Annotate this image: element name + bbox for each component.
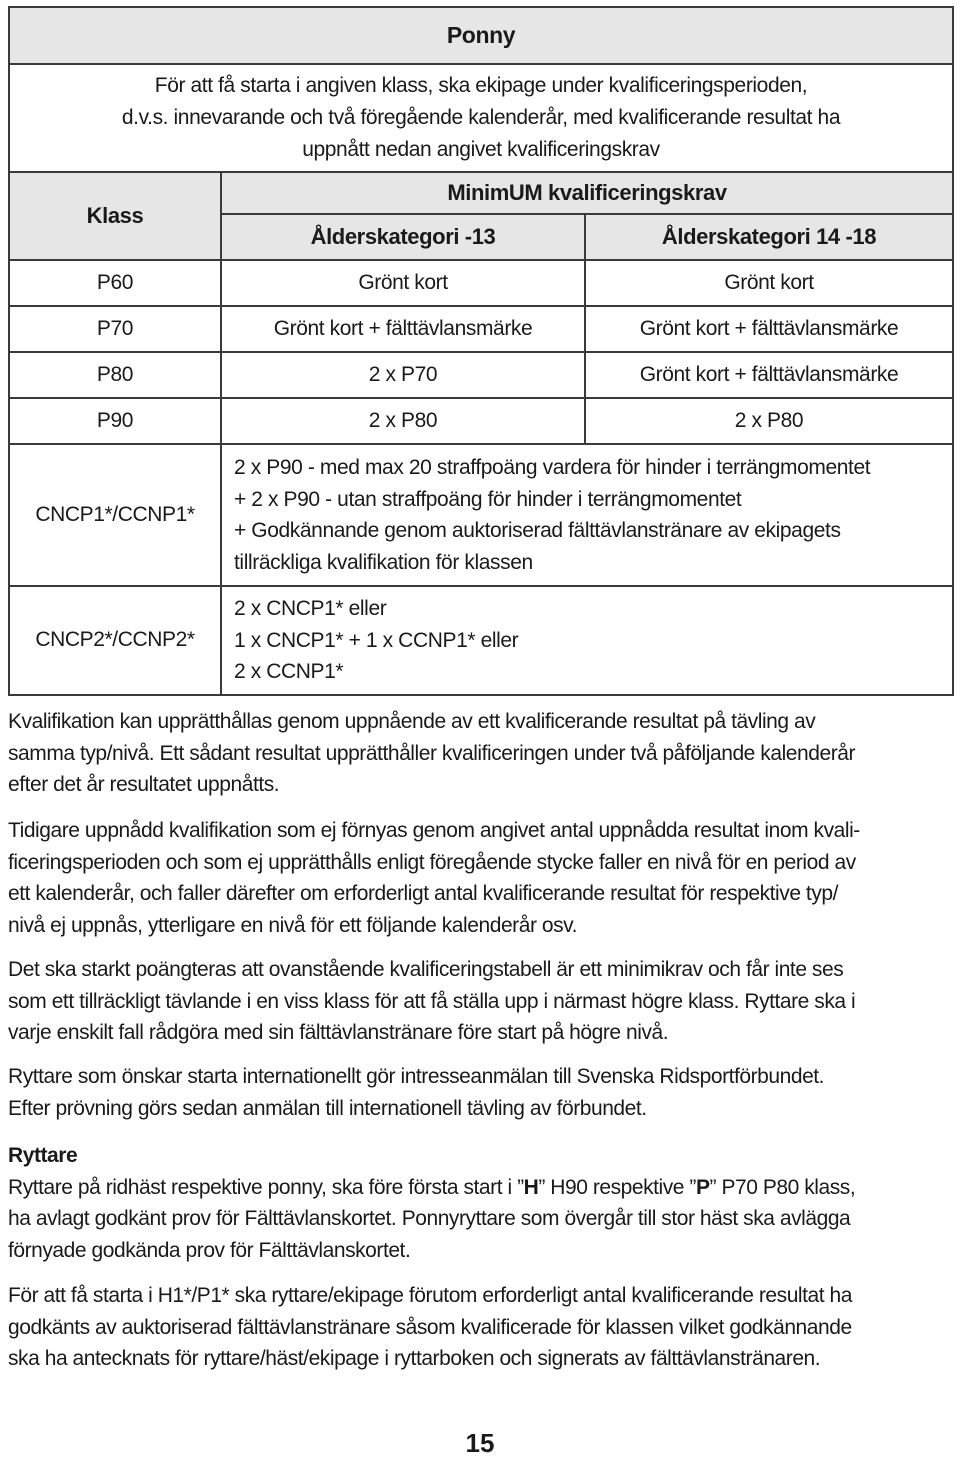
requirement-cell: 2 x P80 xyxy=(585,398,953,444)
requirement-cell: Grönt kort + fälttävlansmärke xyxy=(585,352,953,398)
requirement-line: 2 x CNCP1* eller xyxy=(234,597,387,620)
intro-line: uppnått nedan angivet kvalificeringskrav xyxy=(302,138,660,161)
requirement-line: + 2 x P90 - utan straffpoäng för hinder i terrängmomentet xyxy=(234,487,742,511)
text-line: Efter prövning görs sedan anmälan till internationell tävling av förbundet. xyxy=(8,1096,647,1120)
requirement-cell: Grönt kort + fälttävlansmärke xyxy=(585,306,953,352)
text-line: nivå ej uppnås, ytterligare en nivå för ett följande kalenderår osv. xyxy=(8,913,578,937)
qualification-table xyxy=(8,6,954,696)
paragraph-minimum-requirement xyxy=(8,954,952,1049)
text-line: Ryttare på ridhäst respektive ponny, ska före första start i ”H” H90 respektive ”P” P70 P80 klass, xyxy=(8,1175,856,1199)
klass-cell: CNCP2*/CCNP2* xyxy=(9,586,221,695)
text-line: efter det år resultatet uppnåtts. xyxy=(8,773,280,796)
requirement-line: 1 x CNCP1* + 1 x CCNP1* eller xyxy=(234,628,519,652)
table-row xyxy=(9,260,953,306)
text-line: ficeringsperioden och som ej upprätthålls enligt föregående stycke faller en nivå för en period av xyxy=(8,850,856,874)
text-line: Det ska starkt poängteras att ovanstående kvalificeringstabell är ett minimikrav och får inte ses xyxy=(8,958,844,981)
requirement-cell: Grönt kort + fälttävlansmärke xyxy=(221,306,585,352)
table-row xyxy=(9,352,953,398)
text-line: godkänts av auktoriserad fälttävlanstränare såsom kvalificerade för klassen vilket godkännande xyxy=(8,1315,852,1339)
intro-line: d.v.s. innevarande och två föregående kalenderår, med kvalificerande resultat ha xyxy=(121,106,841,129)
requirement-cell xyxy=(221,444,953,586)
table-title: Ponny xyxy=(9,7,953,64)
text-line: samma typ/nivå. Ett sådant resultat upprätthåller kvalificeringen under två påföljande kalenderår xyxy=(8,741,856,765)
requirement-cell: Grönt kort xyxy=(221,260,585,306)
paragraph-qualification-maintenance xyxy=(8,706,952,801)
table-row xyxy=(9,444,953,586)
minimum-requirements-header: MinimUM kvalificeringskrav xyxy=(221,172,953,214)
requirement-cell: Grönt kort xyxy=(585,260,953,306)
requirement-line: tillräckliga kvalifikation för klassen xyxy=(234,550,533,574)
text-line: För att få starta i H1*/P1* ska ryttare/ekipage förutom erforderligt antal kvalificerande resultat ha xyxy=(8,1284,852,1307)
klass-cell: P90 xyxy=(9,398,221,444)
text-line: förnyade godkända prov för Fälttävlanskortet. xyxy=(8,1238,411,1262)
section-heading-ryttare: Ryttare xyxy=(8,1144,78,1167)
table-intro xyxy=(9,64,953,172)
klass-cell: P60 xyxy=(9,260,221,306)
text-line: Tidigare uppnådd kvalifikation som ej förnyas genom angivet antal uppnådda resultat inom kvali- xyxy=(8,819,860,842)
intro-line: För att få starta i angiven klass, ska ekipage under kvalificeringsperioden, xyxy=(154,74,808,97)
requirement-cell: 2 x P80 xyxy=(221,398,585,444)
text-line: Ryttare som önskar starta internationellt gör intresseanmälan till Svenska Ridsportförbundet. xyxy=(8,1065,825,1088)
requirement-cell: 2 x P70 xyxy=(221,352,585,398)
text-line: Kvalifikation kan upprätthållas genom uppnående av ett kvalificerande resultat på tävling av xyxy=(8,710,816,733)
table-row xyxy=(9,586,953,695)
text-line: som ett tillräckligt tävlande i en viss klass för att få ställa upp i närmast högre klass. Ryttare ska i xyxy=(8,989,856,1013)
table-row xyxy=(9,306,953,352)
text-line: ska ha antecknats för ryttare/häst/ekipage i ryttarboken och signerats av fälttävlanstränaren. xyxy=(8,1347,821,1370)
requirement-line: 2 x P90 - med max 20 straffpoäng vardera för hinder i terrängmomentet xyxy=(234,456,871,479)
paragraph-international xyxy=(8,1061,952,1124)
klass-cell: P70 xyxy=(9,306,221,352)
paragraph-qualification-loss xyxy=(8,815,952,941)
klass-cell: P80 xyxy=(9,352,221,398)
text-line: ett kalenderår, och faller därefter om erforderligt antal kvalificerande resultat för respektive typ/ xyxy=(8,882,838,905)
klass-header: Klass xyxy=(9,172,221,260)
requirement-cell xyxy=(221,586,953,695)
klass-cell: CNCP1*/CCNP1* xyxy=(9,444,221,586)
text-line: varje enskilt fall rådgöra med sin fälttävlanstränare före start på högre nivå. xyxy=(8,1021,669,1044)
paragraph-h1-p1 xyxy=(8,1280,952,1375)
age-category-header-13: Ålderskategori -13 xyxy=(221,214,585,260)
requirement-line: 2 x CCNP1* xyxy=(234,660,344,683)
table-row xyxy=(9,398,953,444)
age-category-header-14-18: Ålderskategori 14 -18 xyxy=(585,214,953,260)
page-number: 15 xyxy=(465,1428,495,1458)
requirement-line: + Godkännande genom auktoriserad fälttävlanstränare av ekipagets xyxy=(234,519,841,542)
text-line: ha avlagt godkänt prov för Fälttävlanskortet. Ponnyryttare som övergår till stor häst ska avlägga xyxy=(8,1207,851,1230)
paragraph-ryttare xyxy=(8,1140,952,1266)
